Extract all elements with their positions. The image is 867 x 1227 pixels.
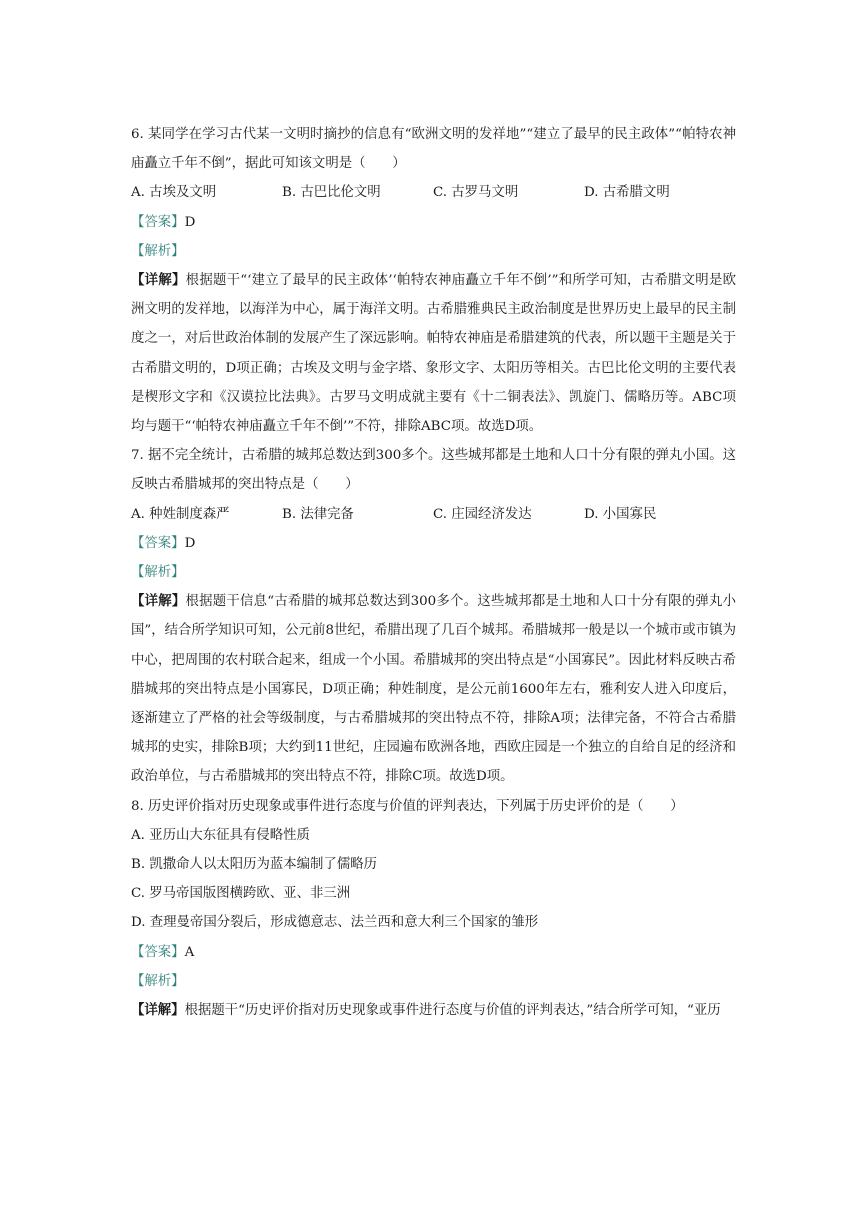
question-8-answer: [131, 938, 736, 967]
question-6-stem: 6. 某同学在学习古代某一文明时摘抄的信息有“欧洲文明的发祥地”“建立了最早的民主政体”“帕特农神庙矗立千年不倒”，据此可知该文明是（ ）: [131, 127, 736, 172]
question-8-analysis: [131, 967, 736, 996]
answer-tag: 【答案】: [131, 944, 185, 960]
question-6-detail: [131, 266, 736, 441]
detail-text: 根据题干信息“古希腊的城邦总数达到300多个。这些城邦都是土地和人口十分有限的弹丸小国”，结合所学知识可知，公元前8世纪，希腊出现了几百个城邦。希腊城邦一般是以一个城市或市镇为中心，把周围的农村联合起来，组成一个小国。希腊城邦的突出特点是“小国寡民”。因此材料反映古希腊城邦的突出特点是小国寡民，D项正确；种姓制度，是公元前1600年左右，雅利安人进入印度后，逐渐建立了严格的社会等级制度，与古希腊城邦的突出特点不符，排除A项；法律完备，不符合古希腊城邦的史实，排除B项；大约到11世纪，庄园遍布欧洲各地，西欧庄园是一个独立的自给自足的经济和政治单位，与古希腊城邦的突出特点不符，排除C项。故选D项。: [131, 594, 737, 785]
analysis-tag: 【解析】: [131, 243, 185, 259]
answer-value: D: [184, 535, 196, 551]
option-d: D. 小国寡民: [584, 506, 657, 522]
question-7-answer: [131, 529, 736, 558]
question-7-analysis: [131, 558, 736, 587]
answer-value: D: [184, 214, 196, 230]
answer-tag: 【答案】: [131, 214, 185, 230]
detail-tag: 【详解】: [131, 1001, 185, 1018]
question-6-analysis: [131, 237, 736, 266]
analysis-tag: 【解析】: [131, 973, 185, 989]
question-7-stem: 7. 据不完全统计，古希腊的城邦总数达到300多个。这些城邦都是土地和人口十分有限的弹丸小国。这反映古希腊城邦的突出特点是（ ）: [131, 448, 736, 493]
document-content: [131, 120, 736, 1025]
option-a: A. 古埃及文明: [131, 185, 217, 201]
question-8-detail: [131, 996, 736, 1025]
question-7-detail: [131, 587, 736, 791]
option-d: D. 古希腊文明: [584, 185, 670, 201]
question-7-options: [131, 500, 736, 529]
detail-text: 根据题干“历史评价指对历史现象或事件进行态度与价值的评判表达，”结合所学可知，“亚历: [184, 1002, 721, 1018]
question-6-options: [131, 178, 736, 207]
question-6-answer: [131, 208, 736, 237]
option-c: C. 罗马帝国版图横跨欧、亚、非三洲: [131, 886, 351, 902]
option-d: D. 查理曼帝国分裂后，形成德意志、法兰西和意大利三个国家的雏形: [131, 915, 539, 931]
option-a: A. 种姓制度森严: [131, 506, 230, 522]
option-c: C. 古罗马文明: [433, 185, 519, 201]
detail-tag: 【详解】: [131, 593, 186, 610]
detail-tag: 【详解】: [131, 271, 186, 288]
option-b: B. 法律完备: [282, 506, 354, 522]
option-a: A. 亚历山大东征具有侵略性质: [131, 827, 310, 843]
answer-tag: 【答案】: [131, 535, 185, 551]
detail-text: 根据题干“‘建立了最早的民主政体’‘帕特农神庙矗立千年不倒’”和所学可知，古希腊文明是欧洲文明的发祥地，以海洋为中心，属于海洋文明。古希腊雅典民主政治制度是世界历史上最早的民主制度之一，对后世政治体制的发展产生了深远影响。帕特农神庙是希腊建筑的代表，所以题干主题是关于古希腊文明的，D项正确；古埃及文明与金字塔、象形文字、太阳历等相关。古巴比伦文明的主要代表是楔形文字和《汉谟拉比法典》。古罗马文明成就主要有《十二铜表法》、凯旋门、儒略历等。ABC项均与题干“‘帕特农神庙矗立千年不倒’”不符，排除ABC项。故选D项。: [131, 272, 737, 434]
question-8-stem: 8. 历史评价指对历史现象或事件进行态度与价值的评判表达，下列属于历史评价的是（ ）: [131, 798, 684, 814]
analysis-tag: 【解析】: [131, 564, 185, 580]
option-c: C. 庄园经济发达: [433, 506, 532, 522]
option-b: B. 古巴比伦文明: [282, 185, 381, 201]
option-b: B. 凯撒命人以太阳历为蓝本编制了儒略历: [131, 856, 377, 872]
answer-value: A: [184, 944, 195, 960]
